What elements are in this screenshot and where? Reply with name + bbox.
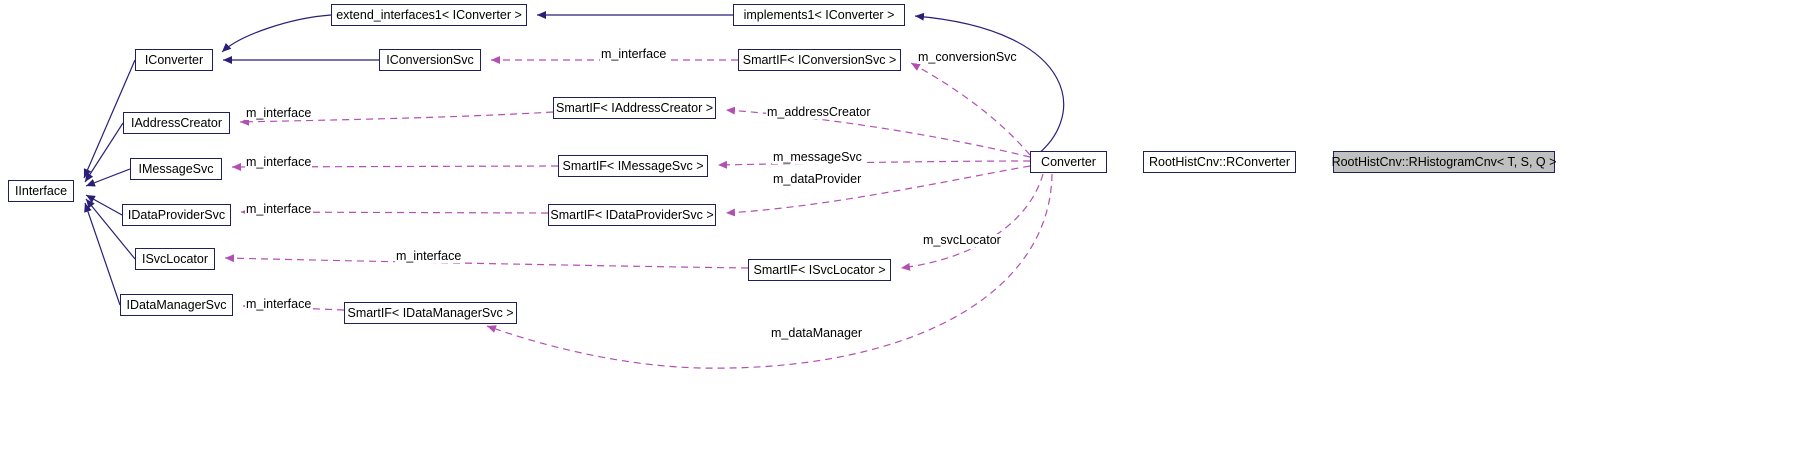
node-iconverter[interactable]: [135, 49, 213, 71]
edge-label-m-svclocator: m_svcLocator: [923, 233, 1001, 247]
node-label: SmartIF< IDataManagerSvc >: [347, 305, 514, 320]
node-label: SmartIF< IConversionSvc >: [742, 52, 897, 67]
node-label: IMessageSvc: [138, 161, 214, 176]
node-smartif-idatamanagersvc[interactable]: [344, 302, 517, 324]
node-label: SmartIF< ISvcLocator >: [753, 262, 886, 277]
node-extend-interfaces1-iconverter[interactable]: [331, 4, 527, 26]
node-smartif-isvclocator[interactable]: [748, 259, 891, 281]
node-label: SmartIF< IAddressCreator >: [556, 100, 714, 115]
node-smartif-imessagesvc[interactable]: [558, 155, 708, 177]
node-label: SmartIF< IDataProviderSvc >: [550, 207, 714, 222]
node-smartif-iaddresscreator[interactable]: [553, 97, 716, 119]
node-label: IInterface: [14, 183, 68, 198]
node-label: IConverter: [144, 52, 204, 67]
node-label: RootHistCnv::RConverter: [1149, 154, 1291, 169]
node-idatamanagersvc[interactable]: [120, 294, 233, 316]
edge-label-m-dataprovider: m_dataProvider: [773, 172, 862, 186]
node-label: ISvcLocator: [142, 251, 209, 266]
edge-label-m-interface-conversionsvc: m_interface: [601, 47, 667, 61]
edge-label-m-conversionsvc: m_conversionSvc: [918, 50, 1017, 64]
node-implements1-iconverter[interactable]: [733, 4, 905, 26]
node-label: IAddressCreator: [130, 115, 222, 130]
node-roothistcnv-rhistogramcnv[interactable]: [1333, 151, 1555, 173]
node-idataprovidersvc[interactable]: [122, 204, 231, 226]
node-label: implements1< IConverter >: [743, 7, 895, 22]
node-roothistcnv-rconverter[interactable]: [1143, 151, 1296, 173]
edge-label-m-datamanager: m_dataManager: [771, 326, 863, 340]
edge-label-m-interface-svclocator: m_interface: [396, 249, 462, 263]
node-label: IDataProviderSvc: [127, 207, 226, 222]
edge-label-m-interface-dataprovider: m_interface: [246, 202, 312, 216]
node-isvclocator[interactable]: [135, 248, 215, 270]
node-imessagesvc[interactable]: [130, 158, 222, 180]
node-label: SmartIF< IMessageSvc >: [562, 158, 704, 173]
node-label: IDataManagerSvc: [126, 297, 227, 312]
node-label: RootHistCnv::RHistogramCnv< T, S, Q >: [1331, 154, 1557, 169]
node-converter[interactable]: [1030, 151, 1107, 173]
node-label: Converter: [1041, 154, 1096, 169]
node-label: IConversionSvc: [386, 52, 474, 67]
node-smartif-idataprovidersvc[interactable]: [548, 204, 716, 226]
node-iaddresscreator[interactable]: [123, 112, 230, 134]
node-iconversionsvc[interactable]: [379, 49, 481, 71]
edge-label-m-messagesvc: m_messageSvc: [773, 150, 862, 164]
edge-label-m-addresscreator: m_addressCreator: [767, 105, 871, 119]
node-iinterface[interactable]: [8, 180, 74, 202]
edge-label-m-interface-addresscreator: m_interface: [246, 106, 312, 120]
edge-label-m-interface-datamanager: m_interface: [246, 297, 312, 311]
edge-label-m-interface-messagesvc: m_interface: [246, 155, 312, 169]
node-smartif-iconversionsvc[interactable]: [738, 49, 901, 71]
node-label: extend_interfaces1< IConverter >: [336, 7, 522, 22]
